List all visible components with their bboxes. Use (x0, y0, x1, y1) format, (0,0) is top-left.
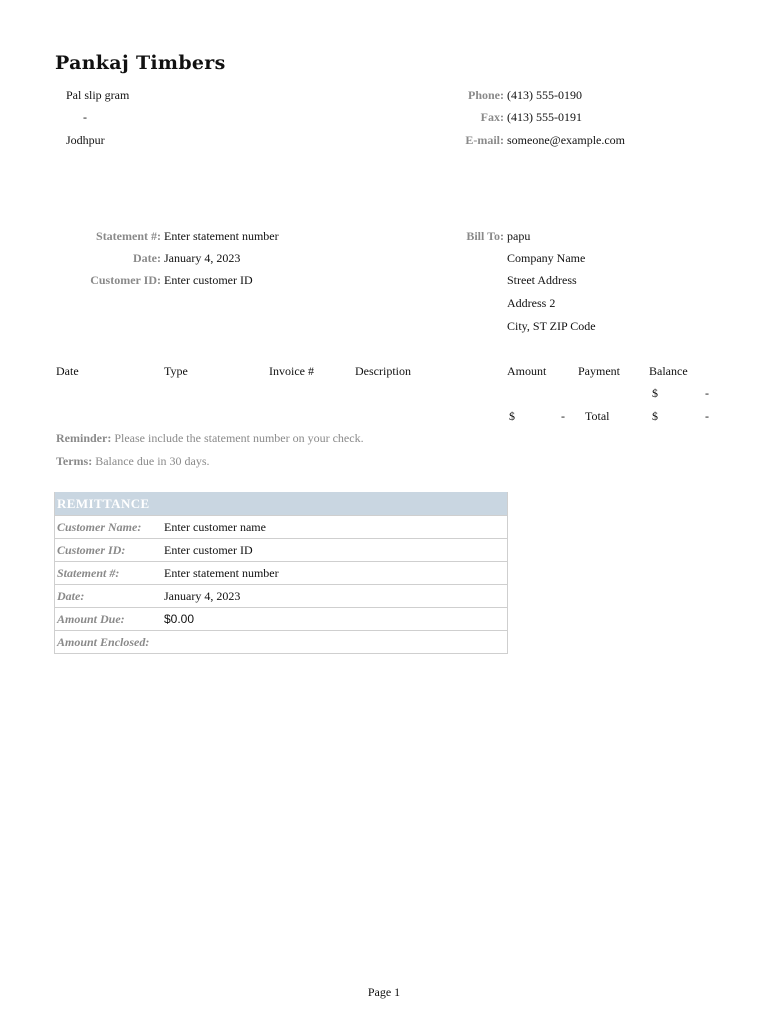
email-value: someone@example.com (507, 133, 626, 147)
bill-to-company: Company Name (507, 251, 586, 265)
bill-to-name: papu (507, 229, 531, 243)
remittance-label: Amount Due: (57, 612, 125, 626)
statement-number-value: Enter statement number (164, 229, 279, 243)
fax-value: (413) 555-0191 (507, 110, 582, 124)
row-balance-value: - (705, 386, 709, 400)
statement-number-label: Statement #: (96, 229, 161, 243)
remittance-value: January 4, 2023 (164, 589, 241, 603)
reminder-note (56, 431, 364, 446)
col-header-date: Date (56, 364, 79, 378)
col-header-balance: Balance (649, 364, 688, 378)
remittance-value: $0.00 (164, 612, 195, 626)
bill-to-label: Bill To: (466, 229, 504, 243)
statement-date-value: January 4, 2023 (164, 251, 241, 265)
total-label: Total (585, 409, 610, 423)
terms-note (56, 454, 210, 469)
total-amount-value: - (561, 409, 565, 423)
customer-id-label: Customer ID: (90, 273, 161, 287)
remittance-row-customer-id (55, 538, 507, 561)
remittance-label: Statement #: (57, 566, 120, 580)
remittance-label: Amount Enclosed: (57, 635, 150, 649)
remittance-row-amount-enclosed (55, 630, 507, 653)
terms-label: Terms: (56, 454, 93, 468)
col-header-type: Type (164, 364, 188, 378)
remittance-title: REMITTANCE (55, 492, 507, 515)
company-address-line2: - (83, 110, 87, 124)
row-balance-currency: $ (652, 386, 658, 400)
customer-id-value: Enter customer ID (164, 273, 253, 287)
reminder-label: Reminder: (56, 431, 112, 445)
col-header-description: Description (355, 364, 411, 378)
total-balance-value: - (705, 409, 709, 423)
remittance-value: Enter customer ID (164, 543, 253, 557)
bill-to-city-state-zip: City, ST ZIP Code (507, 319, 596, 333)
statement-date-label: Date: (133, 251, 161, 265)
col-header-invoice: Invoice # (269, 364, 314, 378)
phone-value: (413) 555-0190 (507, 88, 582, 102)
page-number: Page 1 (367, 985, 401, 999)
remittance-label: Date: (57, 589, 85, 603)
remittance-label: Customer ID: (57, 543, 126, 557)
phone-label: Phone: (468, 88, 504, 102)
company-address-line1: Pal slip gram (66, 88, 130, 102)
company-name: Pankaj Timbers (55, 52, 226, 74)
bill-to-address2: Address 2 (507, 296, 556, 310)
email-label: E-mail: (465, 133, 504, 147)
reminder-text: Please include the statement number on your check. (114, 431, 364, 445)
remittance-row-customer-name (55, 515, 507, 538)
col-header-payment: Payment (578, 364, 620, 378)
remittance-table (54, 492, 508, 654)
total-balance-currency: $ (652, 409, 658, 423)
remittance-row-statement-number (55, 561, 507, 584)
remittance-row-date (55, 584, 507, 607)
remittance-value: Enter statement number (164, 566, 279, 580)
total-amount-currency: $ (509, 409, 515, 423)
fax-label: Fax: (480, 110, 504, 124)
remittance-value: Enter customer name (164, 520, 266, 534)
bill-to-street: Street Address (507, 273, 577, 287)
col-header-amount: Amount (507, 364, 547, 378)
terms-text: Balance due in 30 days. (95, 454, 210, 468)
company-city: Jodhpur (66, 133, 105, 147)
remittance-row-amount-due (55, 607, 507, 630)
remittance-label: Customer Name: (57, 520, 142, 534)
